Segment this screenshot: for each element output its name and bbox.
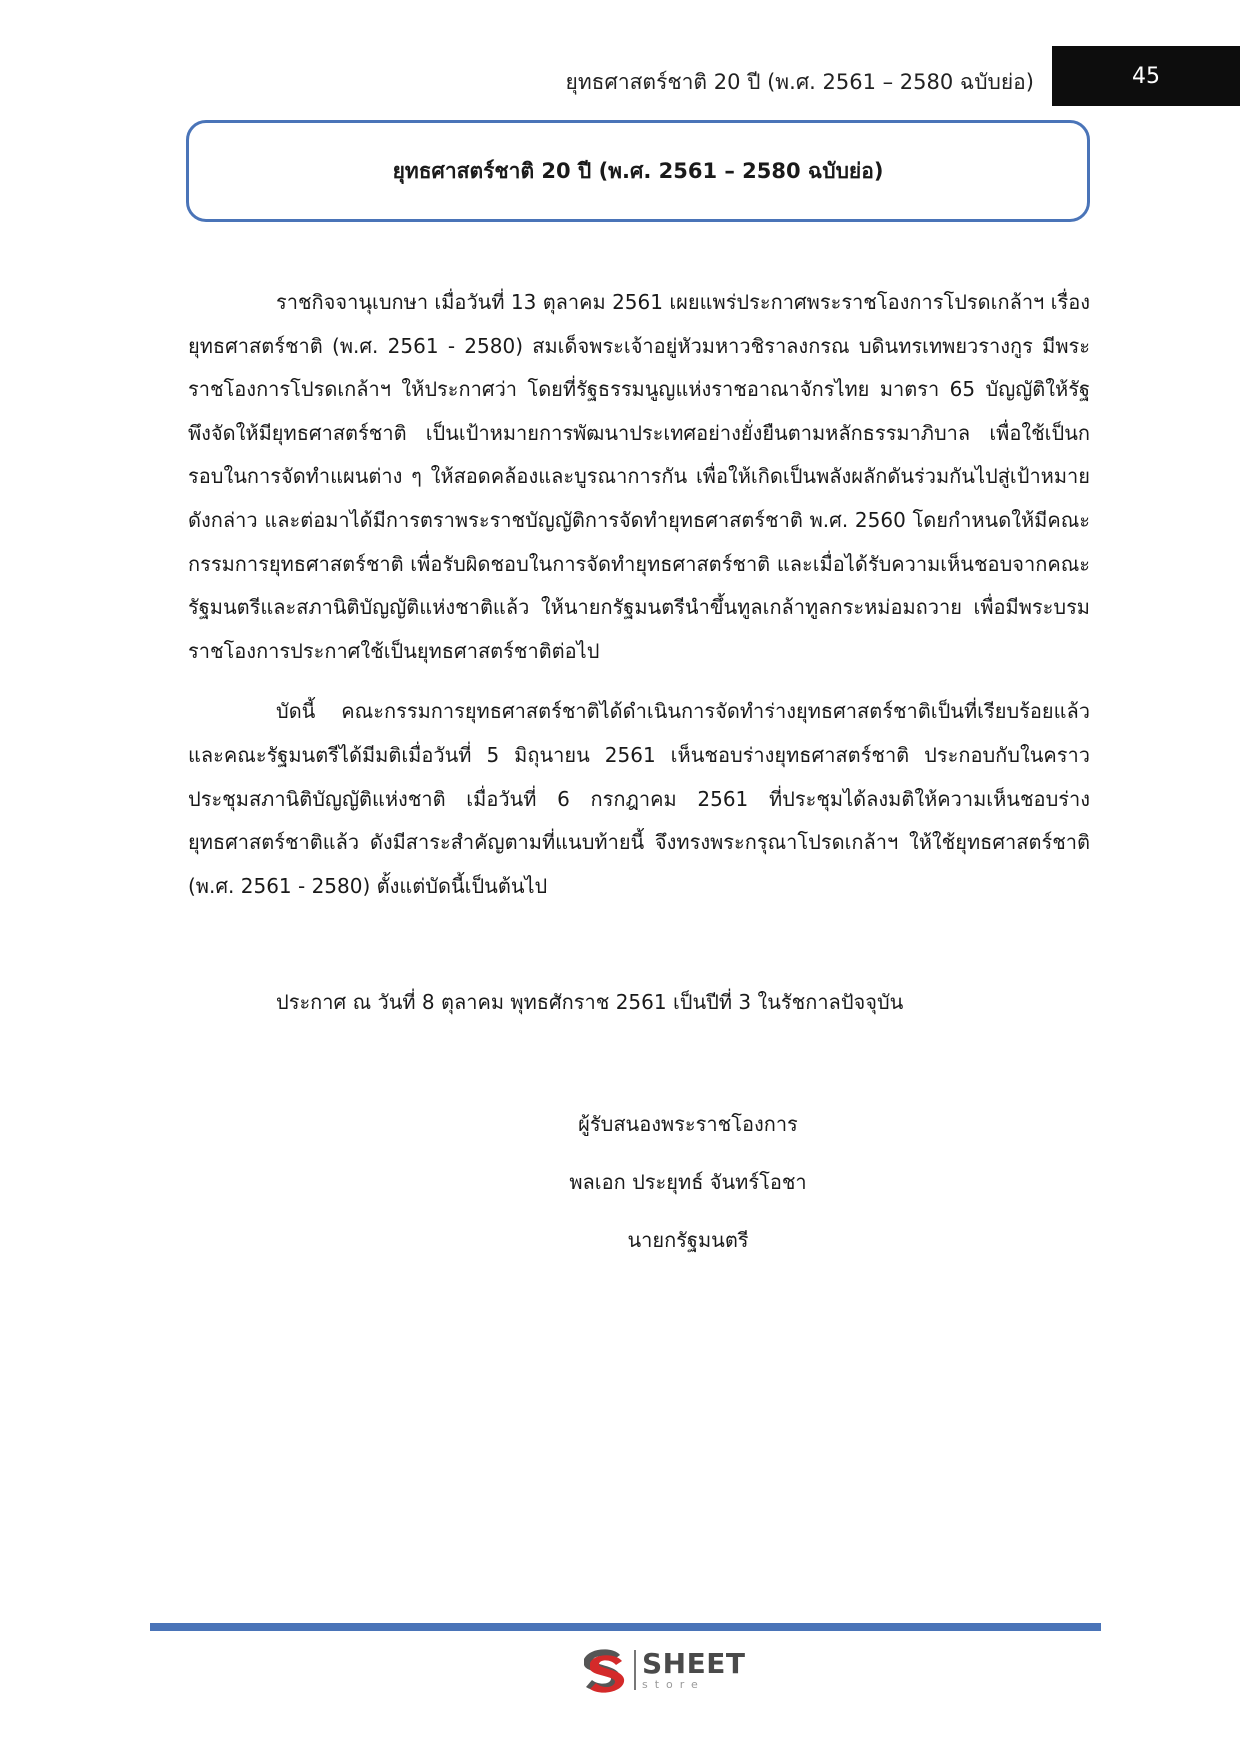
logo-divider [634, 1650, 636, 1690]
logo-word: SHEET [642, 1647, 746, 1680]
signature-block [448, 1104, 928, 1278]
page-number: 45 [1052, 46, 1240, 106]
title-box [186, 120, 1090, 222]
paragraph-committee: บัดนี้ คณะกรรมการยุทธศาสตร์ชาติได้ดำเนินการจัดทำร่างยุทธศาสตร์ชาติเป็นที่เรียบร้อยแล้ว และคณะรัฐมนตรีได้มีมติเมื่อวันที่ 5 มิถุนายน 2561 เห็นชอบร่างยุทธศาสตร์ชาติ ประกอบกับในคราวประชุมสภานิติบัญญัติแห่งชาติ เมื่อวันที่ 6 กรกฎาคม 2561 ที่ประชุมได้ลงมติให้ความเห็นชอบร่างยุทธศาสตร์ชาติแล้ว ดังมีสาระสำคัญตามที่แนบท้ายนี้ จึงทรงพระกรุณาโปรดเกล้าฯ ให้ใช้ยุทธศาสตร์ชาติ (พ.ศ. 2561 - 2580) ตั้งแต่บัดนี้เป็นต้นไป [188, 699, 1090, 898]
logo-subword: store [642, 1678, 705, 1691]
document-title: ยุทธศาสตร์ชาติ 20 ปี (พ.ศ. 2561 – 2580 ฉบับย่อ) [392, 158, 884, 183]
paragraph-royal-gazette: ราชกิจจานุเบกษา เมื่อวันที่ 13 ตุลาคม 2561 เผยแพร่ประกาศพระราชโองการโปรดเกล้าฯ เรื่อง ยุทธศาสตร์ชาติ (พ.ศ. 2561 - 2580) สมเด็จพระเจ้าอยู่หัวมหาวชิราลงกรณ บดินทรเทพยวรางกูร มีพระราชโองการโปรดเกล้าฯ ให้ประกาศว่า โดยที่รัฐธรรมนูญแห่งราชอาณาจักรไทย มาตรา 65 บัญญัติให้รัฐพึงจัดให้มียุทธศาสตร์ชาติ เป็นเป้าหมายการพัฒนาประเทศอย่างยั่งยืนตามหลักธรรมาภิบาล เพื่อใช้เป็นกรอบในการจัดทำแผนต่าง ๆ ให้สอดคล้องและบูรณาการกัน เพื่อให้เกิดเป็นพลังผลักดันร่วมกันไปสู่เป้าหมายดังกล่าว และต่อมาได้มีการตราพระราชบัญญัติการจัดทำยุทธศาสตร์ชาติ พ.ศ. 2560 โดยกำหนดให้มีคณะกรรมการยุทธศาสตร์ชาติ เพื่อรับผิดชอบในการจัดทำยุทธศาสตร์ชาติ และเมื่อได้รับความเห็นชอบจากคณะรัฐมนตรีและสภานิติบัญญัติแห่งชาติแล้ว ให้นายกรัฐมนตรีนำขึ้นทูลเกล้าทูลกระหม่อมถวาย เพื่อมีพระบรมราชโองการประกาศใช้เป็นยุทธศาสตร์ชาติต่อไป [188, 290, 1091, 663]
proclamation-date: ประกาศ ณ วันที่ 8 ตุลาคม พุทธศักราช 2561 เป็นปีที่ 3 ในรัชกาลปัจจุบัน [276, 990, 904, 1014]
body-text [188, 281, 1090, 925]
logo-words [642, 1647, 746, 1691]
sheet-store-logo [576, 1645, 745, 1695]
sheet-store-logo-icon [576, 1645, 630, 1695]
running-header-title: ยุทธศาสตร์ชาติ 20 ปี (พ.ศ. 2561 – 2580 ฉบับย่อ) [565, 70, 1034, 94]
countersign-label: ผู้รับสนองพระราชโองการ [578, 1112, 798, 1136]
footer-rule [150, 1623, 1101, 1631]
signatory-title: นายกรัฐมนตรี [627, 1228, 749, 1252]
signatory-name: พลเอก ประยุทธ์ จันทร์โอชา [569, 1170, 807, 1194]
